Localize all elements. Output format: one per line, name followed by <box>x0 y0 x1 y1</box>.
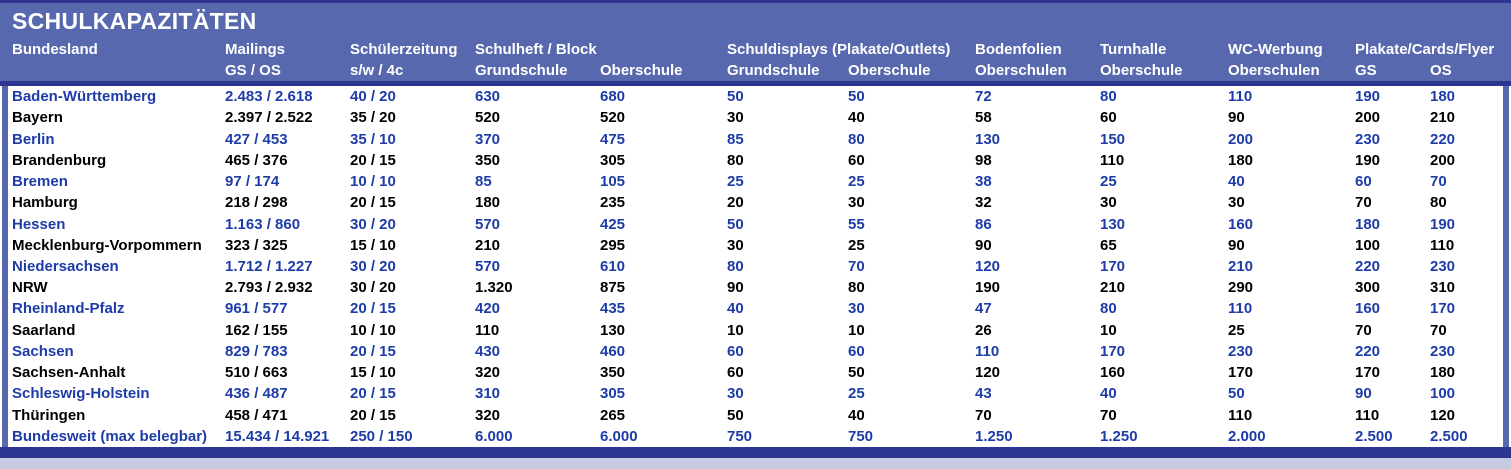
col-header-schuldisplays: Schuldisplays (Plakate/Outlets) <box>727 41 951 58</box>
cell-value: 210 <box>1100 279 1126 297</box>
subheader-displays-oberschule: Oberschule <box>848 62 931 79</box>
table-row <box>12 362 1497 383</box>
cell-value: 90 <box>975 236 992 254</box>
cell-value: 70 <box>1430 173 1447 191</box>
cell-value: 90 <box>1228 109 1245 127</box>
cell-value: 110 <box>1355 406 1380 424</box>
table-row <box>12 86 1497 107</box>
cell-value: 30 <box>727 109 744 127</box>
row-label: Rheinland-Pfalz <box>12 300 125 318</box>
cell-value: 630 <box>475 88 501 106</box>
cell-value: 458 / 471 <box>225 406 288 424</box>
page-title: SCHULKAPAZITÄTEN <box>12 8 257 34</box>
table-row <box>12 128 1497 149</box>
table-row <box>12 192 1497 213</box>
cell-value: 130 <box>975 130 1001 148</box>
cell-value: 30 / 20 <box>350 257 396 275</box>
bottom-strip <box>0 458 1511 469</box>
cell-value: 190 <box>1355 151 1381 169</box>
cell-value: 30 <box>848 194 865 212</box>
cell-value: 80 <box>1100 88 1117 106</box>
cell-value: 40 <box>727 300 744 318</box>
cell-value: 610 <box>600 257 626 275</box>
cell-value: 26 <box>975 321 992 339</box>
table-body <box>0 86 1511 447</box>
cell-value: 60 <box>1355 173 1372 191</box>
cell-value: 2.500 <box>1355 427 1393 445</box>
cell-value: 570 <box>475 257 501 275</box>
cell-value: 170 <box>1430 300 1456 318</box>
cell-value: 210 <box>1430 109 1456 127</box>
cell-value: 2.500 <box>1430 427 1468 445</box>
cell-value: 25 <box>848 385 865 403</box>
cell-value: 65 <box>1100 236 1117 254</box>
table-row <box>12 298 1497 319</box>
cell-value: 1.712 / 1.227 <box>225 257 313 275</box>
cell-value: 180 <box>1430 88 1456 106</box>
cell-value: 30 / 20 <box>350 279 396 297</box>
cell-value: 435 <box>600 300 626 318</box>
cell-value: 50 <box>727 215 744 233</box>
cell-value: 875 <box>600 279 626 297</box>
cell-value: 20 / 15 <box>350 151 396 169</box>
cell-value: 1.320 <box>475 279 513 297</box>
cell-value: 60 <box>1100 109 1117 127</box>
cell-value: 570 <box>475 215 501 233</box>
cell-value: 350 <box>600 364 626 382</box>
cell-value: 430 <box>475 342 501 360</box>
subheader-mailings-gs-os: GS / OS <box>225 62 281 79</box>
cell-value: 30 / 20 <box>350 215 396 233</box>
table-header <box>0 3 1511 81</box>
cell-value: 323 / 325 <box>225 236 288 254</box>
cell-value: 130 <box>600 321 626 339</box>
cell-value: 110 <box>1228 300 1253 318</box>
table-row <box>12 383 1497 404</box>
cell-value: 97 / 174 <box>225 173 280 191</box>
table-row <box>12 405 1497 426</box>
cell-value: 1.250 <box>975 427 1013 445</box>
col-header-schuelerzeitung: Schülerzeitung <box>350 41 458 58</box>
cell-value: 180 <box>1355 215 1381 233</box>
cell-value: 200 <box>1355 109 1381 127</box>
cell-value: 60 <box>848 151 865 169</box>
column-headers <box>12 39 1511 81</box>
cell-value: 25 <box>1228 321 1245 339</box>
table-row <box>12 171 1497 192</box>
cell-value: 38 <box>975 173 992 191</box>
cell-value: 86 <box>975 215 992 233</box>
cell-value: 40 <box>1228 173 1245 191</box>
cell-value: 105 <box>600 173 626 191</box>
cell-value: 110 <box>1430 236 1455 254</box>
cell-value: 40 <box>848 406 865 424</box>
cell-value: 427 / 453 <box>225 130 288 148</box>
cell-value: 510 / 663 <box>225 364 288 382</box>
cell-value: 70 <box>1100 406 1117 424</box>
cell-value: 72 <box>975 88 992 106</box>
cell-value: 750 <box>848 427 874 445</box>
subheader-schulheft-grundschule: Grundschule <box>475 62 568 79</box>
cell-value: 60 <box>727 342 744 360</box>
row-label: Schleswig-Holstein <box>12 385 150 403</box>
cell-value: 55 <box>848 215 865 233</box>
cell-value: 30 <box>727 236 744 254</box>
row-label: NRW <box>12 279 48 297</box>
table-rows <box>12 86 1497 447</box>
cell-value: 90 <box>1228 236 1245 254</box>
cell-value: 80 <box>727 257 744 275</box>
cell-value: 80 <box>1100 300 1117 318</box>
cell-value: 150 <box>1100 130 1126 148</box>
row-label: Bayern <box>12 109 63 127</box>
cell-value: 30 <box>848 300 865 318</box>
cell-value: 50 <box>727 88 744 106</box>
cell-value: 436 / 487 <box>225 385 288 403</box>
row-label: Baden-Württemberg <box>12 88 157 106</box>
cell-value: 200 <box>1430 151 1456 169</box>
row-label: Mecklenburg-Vorpommern <box>12 236 202 254</box>
cell-value: 50 <box>848 88 865 106</box>
right-border-stripe <box>1503 86 1509 447</box>
table-row <box>12 107 1497 128</box>
cell-value: 110 <box>1100 151 1125 169</box>
cell-value: 70 <box>1355 194 1372 212</box>
cell-value: 6.000 <box>475 427 513 445</box>
cell-value: 35 / 10 <box>350 130 396 148</box>
cell-value: 32 <box>975 194 992 212</box>
cell-value: 520 <box>475 109 501 127</box>
subheader-plakate-gs: GS <box>1355 62 1377 79</box>
cell-value: 420 <box>475 300 501 318</box>
cell-value: 6.000 <box>600 427 638 445</box>
cell-value: 320 <box>475 364 501 382</box>
cell-value: 829 / 783 <box>225 342 288 360</box>
cell-value: 20 / 15 <box>350 406 396 424</box>
cell-value: 60 <box>727 364 744 382</box>
cell-value: 200 <box>1228 130 1254 148</box>
cell-value: 170 <box>1100 257 1126 275</box>
cell-value: 2.483 / 2.618 <box>225 88 313 106</box>
cell-value: 310 <box>475 385 501 403</box>
cell-value: 230 <box>1430 257 1456 275</box>
cell-value: 15 / 10 <box>350 236 396 254</box>
cell-value: 680 <box>600 88 626 106</box>
cell-value: 160 <box>1228 215 1254 233</box>
cell-value: 180 <box>1430 364 1456 382</box>
row-label: Hamburg <box>12 194 78 212</box>
cell-value: 47 <box>975 300 992 318</box>
cell-value: 300 <box>1355 279 1381 297</box>
cell-value: 520 <box>600 109 626 127</box>
subheader-plakate-os: OS <box>1430 62 1452 79</box>
table-row <box>12 213 1497 234</box>
cell-value: 250 / 150 <box>350 427 413 445</box>
subheader-schulheft-oberschule: Oberschule <box>600 62 683 79</box>
table-row <box>12 256 1497 277</box>
cell-value: 220 <box>1355 342 1381 360</box>
cell-value: 425 <box>600 215 626 233</box>
cell-value: 162 / 155 <box>225 321 288 339</box>
cell-value: 30 <box>1100 194 1117 212</box>
cell-value: 475 <box>600 130 626 148</box>
cell-value: 30 <box>1228 194 1245 212</box>
cell-value: 40 / 20 <box>350 88 396 106</box>
row-label: Hessen <box>12 215 66 233</box>
cell-value: 1.163 / 860 <box>225 215 301 233</box>
row-label: Thüringen <box>12 406 86 424</box>
cell-value: 40 <box>1100 385 1117 403</box>
table-row <box>12 320 1497 341</box>
cell-value: 2.793 / 2.932 <box>225 279 313 297</box>
col-header-mailings: Mailings <box>225 41 286 58</box>
cell-value: 30 <box>727 385 744 403</box>
cell-value: 20 / 15 <box>350 385 396 403</box>
cell-value: 20 / 15 <box>350 300 396 318</box>
cell-value: 70 <box>1355 321 1372 339</box>
cell-value: 180 <box>475 194 501 212</box>
cell-value: 305 <box>600 151 626 169</box>
subheader-sw-4c: s/w / 4c <box>350 62 404 79</box>
cell-value: 190 <box>975 279 1001 297</box>
cell-value: 15.434 / 14.921 <box>225 427 330 445</box>
col-header-schulheft-block: Schulheft / Block <box>475 41 597 58</box>
cell-value: 170 <box>1100 342 1126 360</box>
cell-value: 1.250 <box>1100 427 1138 445</box>
row-label: Sachsen-Anhalt <box>12 364 126 382</box>
table-row <box>12 426 1497 447</box>
cell-value: 230 <box>1430 342 1456 360</box>
cell-value: 130 <box>1100 215 1126 233</box>
row-label: Brandenburg <box>12 151 107 169</box>
table-row <box>12 341 1497 362</box>
cell-value: 961 / 577 <box>225 300 288 318</box>
cell-value: 10 <box>848 321 865 339</box>
cell-value: 170 <box>1355 364 1381 382</box>
cell-value: 110 <box>475 321 500 339</box>
cell-value: 295 <box>600 236 626 254</box>
cell-value: 120 <box>1430 406 1456 424</box>
cell-value: 80 <box>848 279 865 297</box>
cell-value: 160 <box>1355 300 1381 318</box>
row-label: Berlin <box>12 130 55 148</box>
cell-value: 10 <box>727 321 744 339</box>
col-header-bodenfolien: Bodenfolien <box>975 41 1062 58</box>
cell-value: 60 <box>848 342 865 360</box>
cell-value: 160 <box>1100 364 1126 382</box>
cell-value: 20 <box>727 194 744 212</box>
subheader-wc-oberschulen: Oberschulen <box>1228 62 1320 79</box>
row-label: Saarland <box>12 321 76 339</box>
left-border-stripe <box>2 86 8 447</box>
cell-value: 170 <box>1228 364 1254 382</box>
cell-value: 50 <box>727 406 744 424</box>
subheader-displays-grundschule: Grundschule <box>727 62 820 79</box>
cell-value: 350 <box>475 151 501 169</box>
cell-value: 40 <box>848 109 865 127</box>
row-label: Bremen <box>12 173 68 191</box>
cell-value: 20 / 15 <box>350 342 396 360</box>
bottom-bar <box>0 447 1511 458</box>
cell-value: 230 <box>1355 130 1381 148</box>
row-label: Bundesweit (max belegbar) <box>12 427 208 445</box>
cell-value: 20 / 15 <box>350 194 396 212</box>
cell-value: 210 <box>475 236 501 254</box>
cell-value: 10 <box>1100 321 1117 339</box>
cell-value: 320 <box>475 406 501 424</box>
cell-value: 80 <box>848 130 865 148</box>
cell-value: 90 <box>727 279 744 297</box>
table-row <box>12 235 1497 256</box>
cell-value: 70 <box>848 257 865 275</box>
cell-value: 465 / 376 <box>225 151 288 169</box>
cell-value: 750 <box>727 427 753 445</box>
cell-value: 58 <box>975 109 992 127</box>
cell-value: 370 <box>475 130 501 148</box>
cell-value: 80 <box>1430 194 1447 212</box>
cell-value: 15 / 10 <box>350 364 396 382</box>
cell-value: 110 <box>1228 406 1253 424</box>
cell-value: 43 <box>975 385 992 403</box>
subheader-bodenfolien-oberschulen: Oberschulen <box>975 62 1067 79</box>
subheader-turnhalle-oberschule: Oberschule <box>1100 62 1183 79</box>
cell-value: 305 <box>600 385 626 403</box>
cell-value: 50 <box>1228 385 1245 403</box>
cell-value: 310 <box>1430 279 1456 297</box>
col-header-bundesland: Bundesland <box>12 41 98 58</box>
cell-value: 290 <box>1228 279 1254 297</box>
cell-value: 25 <box>727 173 744 191</box>
col-header-turnhalle: Turnhalle <box>1100 41 1167 58</box>
col-header-wc-werbung: WC-Werbung <box>1228 41 1323 58</box>
cell-value: 85 <box>727 130 744 148</box>
cell-value: 70 <box>1430 321 1447 339</box>
cell-value: 2.397 / 2.522 <box>225 109 313 127</box>
cell-value: 460 <box>600 342 626 360</box>
cell-value: 98 <box>975 151 992 169</box>
cell-value: 25 <box>1100 173 1117 191</box>
cell-value: 220 <box>1430 130 1456 148</box>
cell-value: 25 <box>848 173 865 191</box>
cell-value: 70 <box>975 406 992 424</box>
cell-value: 120 <box>975 257 1001 275</box>
cell-value: 190 <box>1355 88 1381 106</box>
cell-value: 110 <box>975 342 1000 360</box>
cell-value: 90 <box>1355 385 1372 403</box>
cell-value: 100 <box>1430 385 1456 403</box>
row-label: Sachsen <box>12 342 74 360</box>
cell-value: 235 <box>600 194 626 212</box>
table-row <box>12 150 1497 171</box>
cell-value: 10 / 10 <box>350 173 396 191</box>
cell-value: 35 / 20 <box>350 109 396 127</box>
cell-value: 110 <box>1228 88 1253 106</box>
cell-value: 10 / 10 <box>350 321 396 339</box>
cell-value: 230 <box>1228 342 1254 360</box>
cell-value: 100 <box>1355 236 1381 254</box>
col-header-plakate-cards-flyer: Plakate/Cards/Flyer <box>1355 41 1495 58</box>
cell-value: 25 <box>848 236 865 254</box>
cell-value: 190 <box>1430 215 1456 233</box>
cell-value: 180 <box>1228 151 1254 169</box>
cell-value: 210 <box>1228 257 1254 275</box>
cell-value: 85 <box>475 173 492 191</box>
cell-value: 220 <box>1355 257 1381 275</box>
cell-value: 2.000 <box>1228 427 1266 445</box>
table-row <box>12 277 1497 298</box>
row-label: Niedersachsen <box>12 257 119 275</box>
cell-value: 265 <box>600 406 626 424</box>
cell-value: 120 <box>975 364 1001 382</box>
cell-value: 218 / 298 <box>225 194 288 212</box>
cell-value: 50 <box>848 364 865 382</box>
cell-value: 80 <box>727 151 744 169</box>
